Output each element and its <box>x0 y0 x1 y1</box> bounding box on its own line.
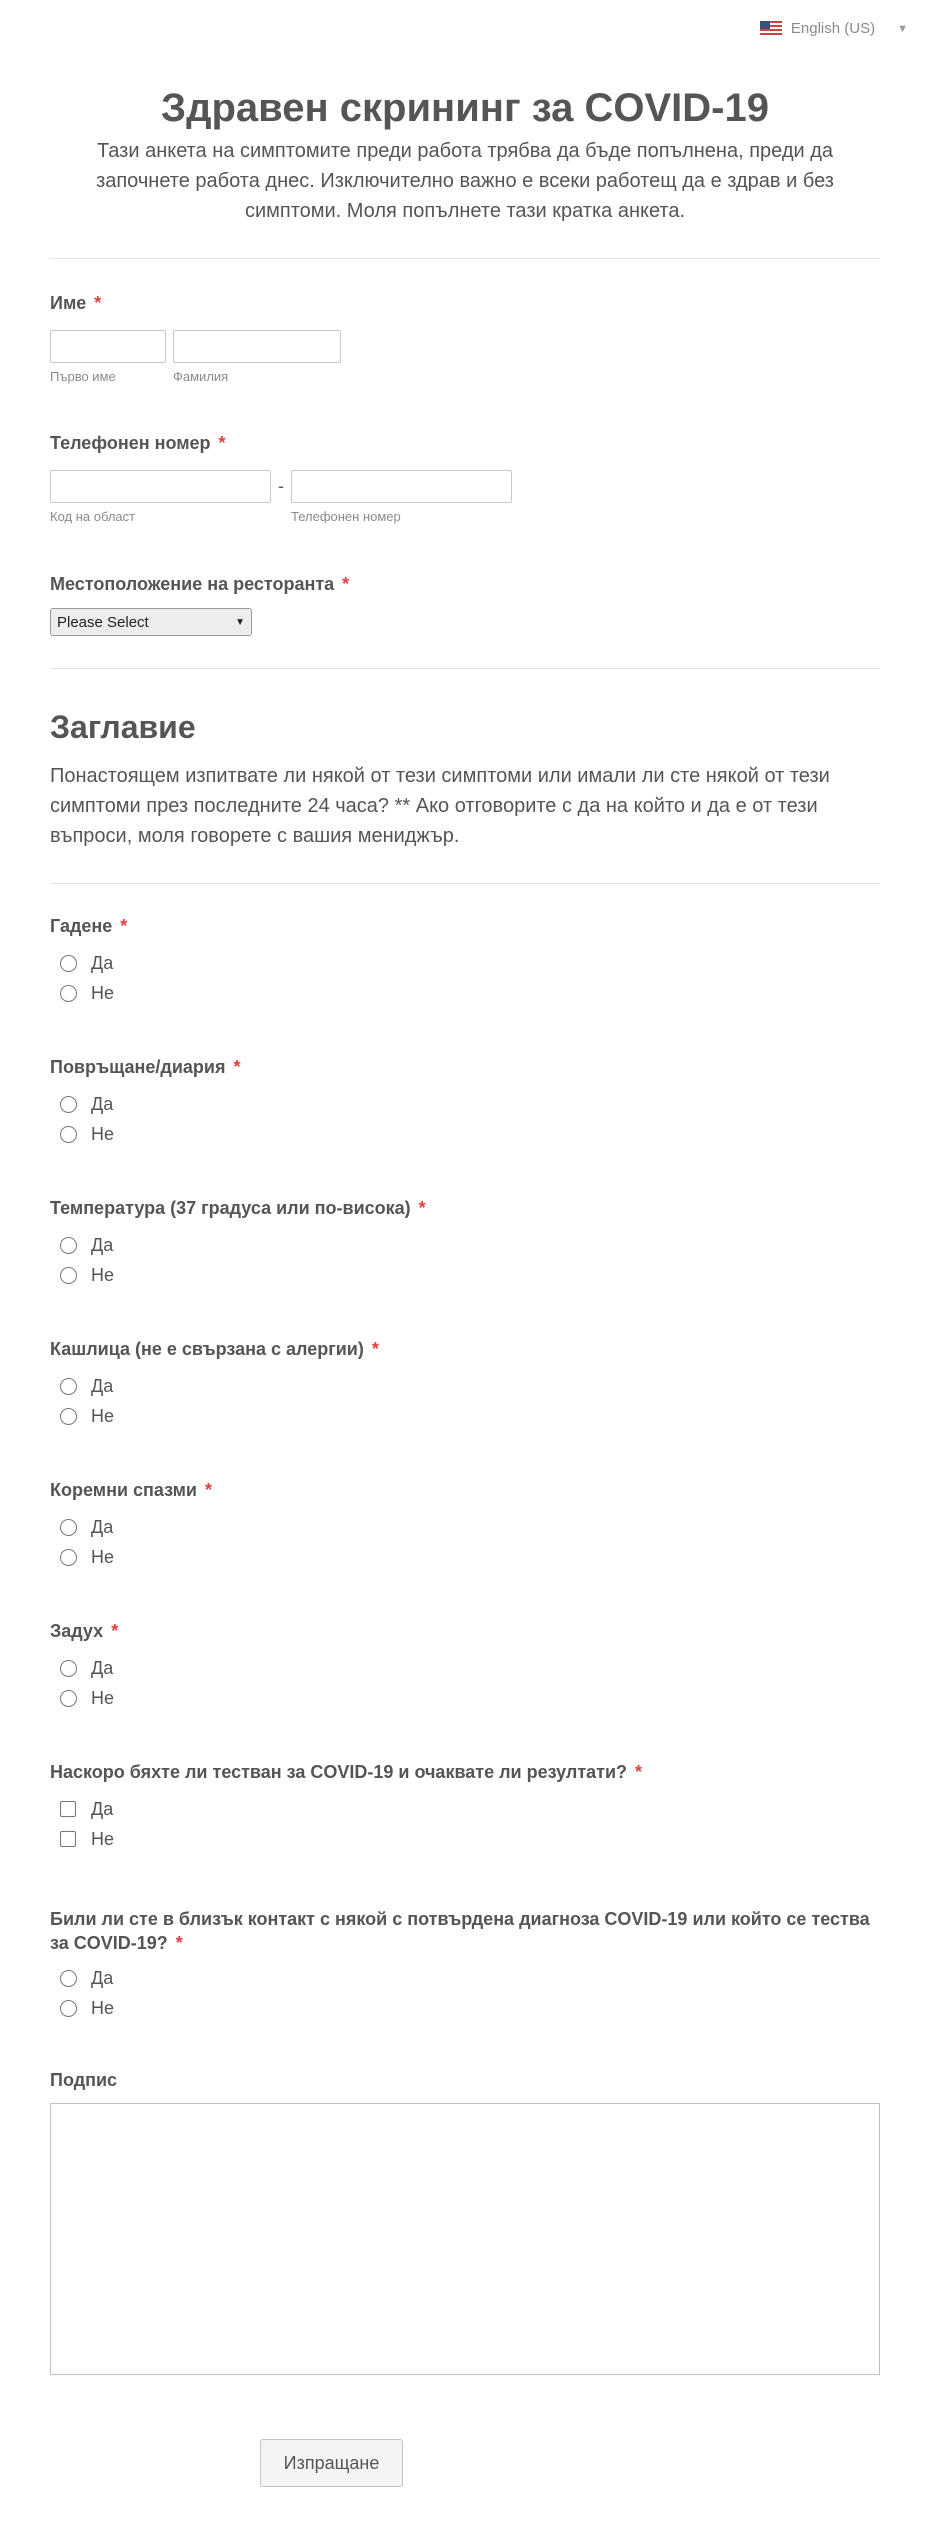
question-label: Задух * <box>50 1621 119 1641</box>
option-label: Да <box>91 1375 114 1396</box>
submit-button[interactable]: Изпращане <box>260 2439 403 2487</box>
header-divider <box>50 258 880 259</box>
question-cramps <box>50 1478 880 1572</box>
section-block <box>50 707 880 851</box>
page-subtitle: Тази анкета на симптомите преди работа трябва да бъде попълнена, преди да започнете работа днес. Изключително важно е всеки работещ да е здрав и без симптоми. Моля попълнете тази кратка анкета. <box>96 140 834 222</box>
screening-form <box>50 0 880 2473</box>
option-label: Да <box>91 1234 114 1255</box>
option-label: Да <box>91 1967 114 1988</box>
required-marker: * <box>418 1198 426 1218</box>
option-yes[interactable] <box>50 1794 880 1824</box>
location-field <box>50 572 880 636</box>
required-marker: * <box>218 433 226 453</box>
form-header <box>50 0 880 226</box>
chevron-down-icon: ▼ <box>897 22 908 35</box>
option-label: Не <box>91 1546 115 1567</box>
option-label: Да <box>91 1516 114 1537</box>
phone-label: Телефонен номер * <box>50 433 226 453</box>
required-marker: * <box>120 916 128 936</box>
section-text: Понастоящем изпитвате ли някой от тези симптоми или имали ли сте някой от тези симптоми през последните 24 часа? ** Ако отговорите с да на който и да е от тези въпроси, моля говорете с вашия мениджър. <box>50 765 830 847</box>
radio-button[interactable] <box>60 1660 77 1677</box>
option-no[interactable] <box>50 1260 880 1290</box>
radio-button[interactable] <box>60 1237 77 1254</box>
checkbox[interactable] <box>60 1831 76 1847</box>
option-label: Не <box>91 1997 115 2018</box>
question-label: Наскоро бяхте ли тестван за COVID-19 и очаквате ли резултати? * <box>50 1762 643 1782</box>
question-label: Коремни спазми * <box>50 1480 213 1500</box>
radio-button[interactable] <box>60 1690 77 1707</box>
option-no[interactable] <box>50 1401 880 1431</box>
option-yes[interactable] <box>50 1512 880 1542</box>
option-yes[interactable] <box>50 1230 880 1260</box>
signature-pad[interactable] <box>50 2103 880 2375</box>
chevron-down-icon: ▼ <box>235 616 245 628</box>
question-cough <box>50 1337 880 1431</box>
required-marker: * <box>233 1057 241 1077</box>
name-field <box>50 291 880 384</box>
option-no[interactable] <box>50 1824 880 1854</box>
radio-button[interactable] <box>60 1096 77 1113</box>
name-label: Име * <box>50 293 102 313</box>
required-marker: * <box>175 1933 183 1953</box>
section-heading: Заглавие <box>50 709 196 745</box>
language-label: English (US) <box>790 20 876 37</box>
question-covid-test <box>50 1760 880 1854</box>
page-title: Здравен скрининг за COVID-19 <box>161 86 769 130</box>
phone-separator: - <box>278 476 284 496</box>
location-label: Местоположение на ресторанта * <box>50 574 350 594</box>
phone-number-input[interactable] <box>291 470 512 503</box>
option-label: Да <box>91 1093 114 1114</box>
questions-divider <box>50 883 880 884</box>
area-code-sublabel: Код на област <box>50 509 136 524</box>
required-marker: * <box>342 574 350 594</box>
question-vomiting <box>50 1055 880 1149</box>
option-label: Не <box>91 1687 115 1708</box>
signature-label: Подпис <box>50 2070 118 2090</box>
question-label: Температура (37 градуса или по-висока) * <box>50 1198 426 1218</box>
required-marker: * <box>635 1762 643 1782</box>
option-yes[interactable] <box>50 948 880 978</box>
option-label: Да <box>91 1798 114 1819</box>
option-label: Не <box>91 1123 115 1144</box>
first-name-sublabel: Първо име <box>50 369 116 384</box>
radio-button[interactable] <box>60 1126 77 1143</box>
question-label: Кашлица (не е свързана с алергии) * <box>50 1339 379 1359</box>
question-label: Били ли сте в близък контакт с някой с потвърдена диагноза COVID-19 или който се тества за COVID-19? * <box>50 1909 870 1953</box>
phone-field <box>50 431 880 524</box>
radio-button[interactable] <box>60 985 77 1002</box>
question-nausea <box>50 914 880 1008</box>
option-no[interactable] <box>50 978 880 1008</box>
phone-number-sublabel: Телефонен номер <box>291 509 401 524</box>
option-no[interactable] <box>50 1542 880 1572</box>
question-label: Повръщане/диария * <box>50 1057 241 1077</box>
option-yes[interactable] <box>50 1963 870 1993</box>
checkbox[interactable] <box>60 1801 76 1817</box>
option-yes[interactable] <box>50 1089 880 1119</box>
section-divider <box>50 668 880 669</box>
last-name-input[interactable] <box>173 330 341 363</box>
option-label: Не <box>91 1828 115 1849</box>
option-label: Да <box>91 1657 114 1678</box>
required-marker: * <box>371 1339 379 1359</box>
radio-button[interactable] <box>60 955 77 972</box>
area-code-input[interactable] <box>50 470 271 503</box>
first-name-input[interactable] <box>50 330 166 363</box>
option-label: Да <box>91 952 114 973</box>
option-no[interactable] <box>50 1119 880 1149</box>
radio-button[interactable] <box>60 1408 77 1425</box>
radio-button[interactable] <box>60 1549 77 1566</box>
option-no[interactable] <box>50 1993 870 2023</box>
location-select[interactable] <box>50 608 252 636</box>
option-label: Не <box>91 982 115 1003</box>
question-label: Гадене * <box>50 916 128 936</box>
radio-button[interactable] <box>60 1970 77 1987</box>
required-marker: * <box>94 293 102 313</box>
required-marker: * <box>111 1621 119 1641</box>
last-name-sublabel: Фамилия <box>173 369 229 384</box>
question-temperature <box>50 1196 880 1290</box>
option-no[interactable] <box>50 1683 880 1713</box>
question-close-contact <box>50 1907 870 2023</box>
required-marker: * <box>205 1480 213 1500</box>
signature-field <box>50 2068 880 2375</box>
question-shortness-of-breath <box>50 1619 880 1713</box>
option-yes[interactable] <box>50 1371 880 1401</box>
radio-button[interactable] <box>60 1267 77 1284</box>
option-label: Не <box>91 1405 115 1426</box>
radio-button[interactable] <box>60 1378 77 1395</box>
option-yes[interactable] <box>50 1653 880 1683</box>
location-select-value: Please Select <box>57 613 149 631</box>
option-label: Не <box>91 1264 115 1285</box>
radio-button[interactable] <box>60 2000 77 2017</box>
radio-button[interactable] <box>60 1519 77 1536</box>
